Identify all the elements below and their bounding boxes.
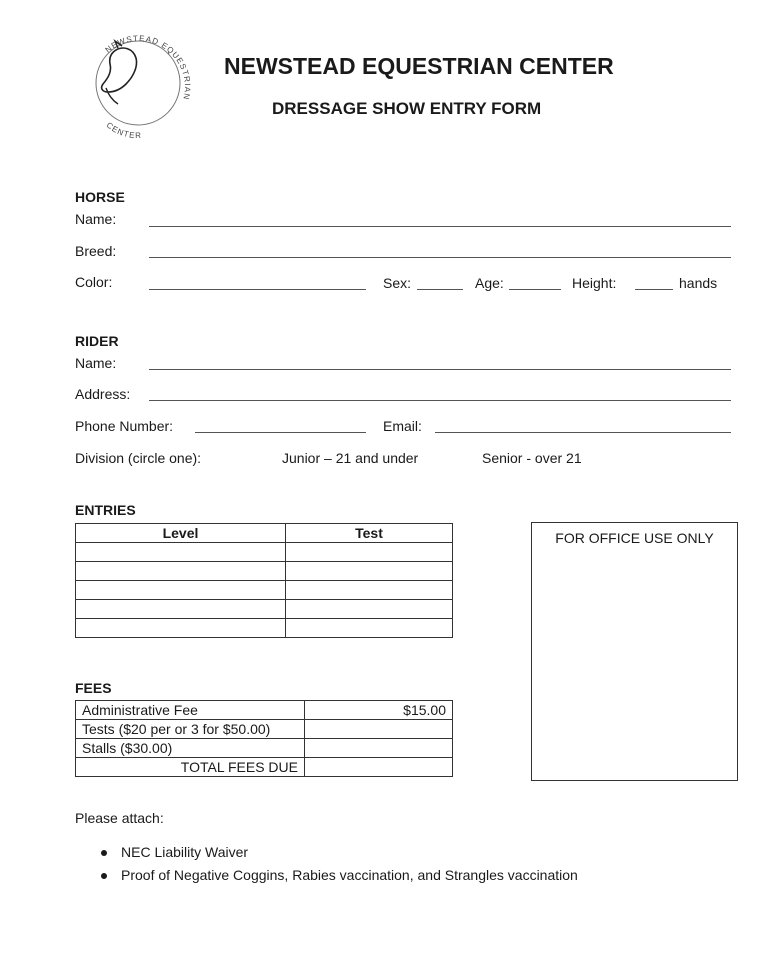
fee-amount-cell[interactable] bbox=[305, 720, 453, 739]
fee-label-cell: Tests ($20 per or 3 for $50.00) bbox=[76, 720, 305, 739]
rider-address-field[interactable] bbox=[149, 400, 731, 401]
horse-sex-field[interactable] bbox=[417, 289, 463, 290]
horse-height-field[interactable] bbox=[635, 289, 673, 290]
rider-phone-label: Phone Number: bbox=[75, 418, 174, 434]
fees-heading: FEES bbox=[75, 680, 112, 696]
horse-head-logo-icon bbox=[78, 28, 198, 138]
fee-label-cell: Stalls ($30.00) bbox=[76, 739, 305, 758]
table-row bbox=[76, 600, 453, 619]
fee-total-amount-cell[interactable] bbox=[305, 758, 453, 777]
rider-heading: RIDER bbox=[75, 333, 119, 349]
page-title: NEWSTEAD EQUESTRIAN CENTER bbox=[224, 53, 614, 79]
entry-test-cell[interactable] bbox=[286, 543, 453, 562]
table-row bbox=[76, 701, 453, 720]
horse-breed-field[interactable] bbox=[149, 257, 731, 258]
bullet-dot-icon bbox=[101, 873, 107, 879]
division-label: Division (circle one): bbox=[75, 450, 202, 466]
entry-level-cell[interactable] bbox=[76, 562, 286, 581]
fee-amount-cell[interactable]: $15.00 bbox=[305, 701, 453, 720]
horse-age-field[interactable] bbox=[509, 289, 561, 290]
page-subtitle: DRESSAGE SHOW ENTRY FORM bbox=[272, 99, 542, 118]
office-use-label: FOR OFFICE USE ONLY bbox=[555, 530, 714, 546]
table-row bbox=[76, 619, 453, 638]
horse-breed-label: Breed: bbox=[75, 243, 117, 259]
horse-name-label: Name: bbox=[75, 211, 117, 227]
division-senior-option[interactable]: Senior - over 21 bbox=[482, 450, 582, 466]
svg-text:CENTER bbox=[105, 121, 142, 138]
entry-level-cell[interactable] bbox=[76, 543, 286, 562]
division-junior-option[interactable]: Junior – 21 and under bbox=[282, 450, 419, 466]
rider-email-label: Email: bbox=[383, 418, 422, 434]
table-row bbox=[76, 720, 453, 739]
fee-total-label-cell: TOTAL FEES DUE bbox=[76, 758, 305, 777]
horse-hands-label: hands bbox=[679, 275, 718, 291]
office-use-box bbox=[531, 522, 738, 781]
rider-email-field[interactable] bbox=[435, 432, 731, 433]
entry-level-cell[interactable] bbox=[76, 600, 286, 619]
bullet-dot-icon bbox=[101, 850, 107, 856]
entry-test-cell[interactable] bbox=[286, 619, 453, 638]
horse-age-label: Age: bbox=[475, 275, 504, 291]
entry-level-cell[interactable] bbox=[76, 581, 286, 600]
table-row bbox=[76, 562, 453, 581]
horse-sex-label: Sex: bbox=[383, 275, 412, 291]
attach-heading: Please attach: bbox=[75, 810, 164, 826]
horse-height-label: Height: bbox=[572, 275, 617, 291]
entries-table bbox=[75, 523, 453, 638]
logo-ring-text-bottom: CENTER bbox=[104, 120, 143, 138]
rider-address-label: Address: bbox=[75, 386, 131, 402]
horse-heading: HORSE bbox=[75, 189, 125, 205]
entries-heading: ENTRIES bbox=[75, 502, 136, 518]
table-row bbox=[76, 758, 453, 777]
entry-level-cell[interactable] bbox=[76, 619, 286, 638]
table-row bbox=[76, 739, 453, 758]
attach-item: NEC Liability Waiver bbox=[121, 844, 249, 860]
logo bbox=[78, 28, 198, 138]
horse-color-label: Color: bbox=[75, 274, 113, 290]
entry-test-cell[interactable] bbox=[286, 562, 453, 581]
fee-label-cell: Administrative Fee bbox=[76, 701, 305, 720]
table-row bbox=[76, 543, 453, 562]
horse-name-field[interactable] bbox=[149, 226, 731, 227]
attach-item: Proof of Negative Coggins, Rabies vaccination, and Strangles vaccination bbox=[121, 867, 578, 883]
fee-amount-cell[interactable] bbox=[305, 739, 453, 758]
entries-col-test: Test bbox=[286, 524, 453, 543]
rider-phone-field[interactable] bbox=[195, 432, 366, 433]
horse-color-field[interactable] bbox=[149, 289, 366, 290]
rider-name-label: Name: bbox=[75, 355, 117, 371]
table-row bbox=[76, 581, 453, 600]
logo-ring-text-top: NEWSTEAD EQUESTRIAN bbox=[103, 33, 193, 102]
entry-test-cell[interactable] bbox=[286, 581, 453, 600]
entries-col-level: Level bbox=[76, 524, 286, 543]
rider-name-field[interactable] bbox=[149, 369, 731, 370]
entry-test-cell[interactable] bbox=[286, 600, 453, 619]
fees-table bbox=[75, 700, 453, 777]
